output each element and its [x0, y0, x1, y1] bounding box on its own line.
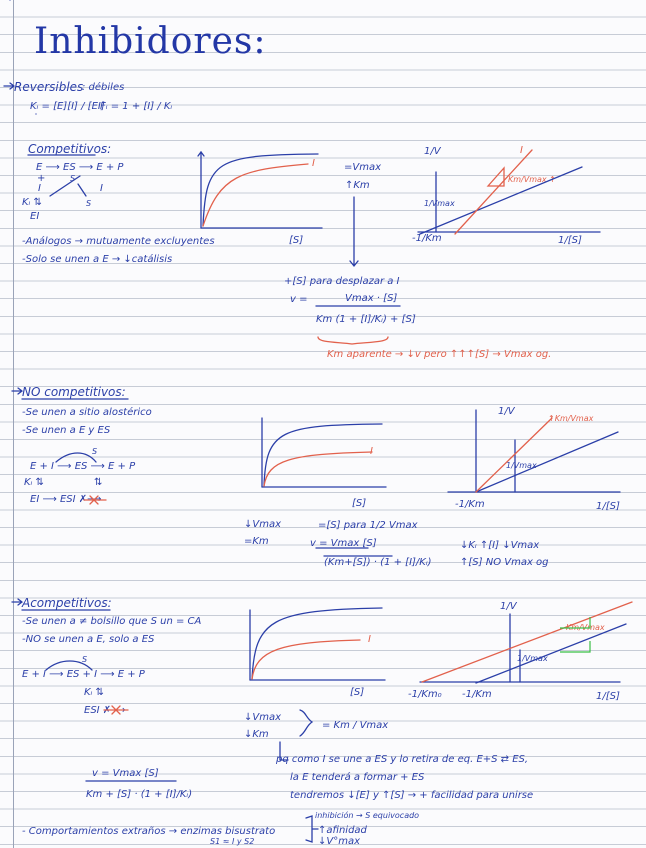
reversibles-subtitle: : débiles [82, 82, 125, 93]
comp-km-apparent: Km aparente → ↓v pero ↑↑↑[S] → Vmax og. [327, 349, 552, 360]
nocomp-lb-y-label: 1/V [498, 406, 515, 417]
nocomp-effect-v: v = Vmax [S] [310, 538, 377, 549]
acomp-lb-line-inhibitor [422, 602, 632, 682]
acomp-lb-y-label: 1/V [500, 601, 517, 612]
nocomp-effect-den: (Km+[S]) · (1 + [I]/Kᵢ) [324, 557, 432, 568]
comportamientos-outcome-3: ↓V°max [318, 836, 361, 847]
acomp-slope-triangle-lower [560, 641, 590, 652]
acomp-lb-yint-label: 1/Vmax [517, 654, 548, 663]
acomp-lb-x-label: 1/[S] [596, 691, 620, 702]
comp-eq-intro: +[S] para desplazar a I [284, 276, 400, 287]
comp-mm-curve-inhibitor [203, 164, 308, 226]
nocomp-note-1: -Se unen a sitio alostérico [22, 407, 152, 418]
comp-lb-yint-label: 1/Vmax [424, 199, 455, 208]
comportamientos-label: - Comportamientos extraños → enzimas bisustrato [22, 826, 276, 837]
comp-scheme-arrow [50, 176, 80, 196]
nocomp-scheme-line2: EI ⟶ ESI ✗⟶ [30, 494, 102, 505]
acomp-no-reaction-cross-icon [104, 706, 128, 714]
fi-formula: Fᵢ = 1 + [I] / Kᵢ [100, 101, 173, 112]
comp-eq-num: Vmax · [S] [345, 293, 398, 304]
acomp-note-1: -Se unen a ≠ bolsillo que S un = CA [22, 616, 202, 627]
acomp-scheme-line2: ESI ✗⟶ [84, 705, 126, 716]
nocomp-lb-line-inhibitor [476, 418, 552, 492]
acomp-effect-ratio: = Km / Vmax [322, 720, 389, 731]
comp-eq-den: Km (1 + [I]/Kᵢ) + [S] [316, 314, 416, 325]
nocomp-lb-yint-label: 1/Vmax [506, 461, 537, 470]
comp-lb-xint-label: -1/Km [412, 233, 442, 244]
acomp-eq-v: v = Vmax [S] [92, 768, 159, 779]
comp-effect-vmax: =Vmax [344, 162, 382, 173]
comportamientos-outcome-1: inhibición → S equivocado [315, 811, 420, 820]
reversibles-heading: Reversibles [14, 80, 84, 94]
acomp-slope-triangle-upper [560, 617, 590, 628]
acomp-lb-xint1-label: -1/Km₀ [408, 689, 442, 700]
comp-scheme-line1: E ⟶ ES ⟶ E + P [36, 162, 124, 173]
acomp-eq-den: Km + [S] · (1 + [I]/Kᵢ) [86, 789, 193, 800]
nocomp-scheme-s: S [92, 447, 98, 456]
comp-effect-km: ↑Km [345, 180, 370, 191]
nocomp-effect-vmax: ↓Vmax [244, 519, 282, 530]
comp-scheme-ei: EI [30, 211, 40, 222]
comp-mm-xaxis-label: [S] [289, 235, 304, 246]
comp-lb-line-no-inhibitor [420, 167, 582, 234]
comp-scheme-ki: Kᵢ ⇅ [22, 197, 42, 208]
ki-formula: Kᵢ = [E][I] / [EI] [30, 101, 105, 112]
comp-eq-v: v = [290, 294, 308, 305]
nocomp-scheme-eq2: ⇅ [94, 477, 103, 488]
acomp-scheme-ki: Kᵢ ⇅ [84, 687, 104, 698]
nocomp-note-2: -Se unen a E y ES [22, 425, 111, 436]
comp-lb-x-label: 1/[S] [558, 235, 582, 246]
acomp-explanation-1: pq como I se une a ES y lo retira de eq. E+S ⇄ ES, [276, 754, 529, 765]
acomp-effect-km: ↓Km [244, 729, 269, 740]
nocomp-no-reaction-cross-icon [84, 496, 106, 504]
nocomp-lb-x-label: 1/[S] [596, 501, 620, 512]
reversibles-arrow-icon [4, 83, 14, 89]
nocomp-mm-curve-inhibitor [264, 452, 372, 486]
comp-scheme-s-top: S [70, 174, 76, 183]
acomp-mm-axes [250, 610, 385, 680]
acomp-lb-slope-label: Km/Vmax [566, 623, 605, 632]
nocomp-lb-axes [448, 410, 620, 492]
nocomp-mm-xaxis-label: [S] [352, 498, 367, 509]
nocomp-lb-slope-label: ↑Km/Vmax [548, 414, 594, 423]
acompetitivos-heading: Acompetitivos: [22, 596, 112, 610]
no-competitivos-heading: NO competitivos: [22, 385, 126, 399]
comp-scheme-s-mid: S [86, 199, 92, 208]
comp-scheme-i: I [38, 183, 41, 194]
nocomp-mm-i-label: I [370, 446, 373, 457]
page-title: Inhibidores: [34, 21, 267, 62]
acomp-brace [300, 710, 312, 736]
acomp-mm-curve-no-inhibitor [252, 608, 382, 679]
comp-lb-i-label: I [520, 145, 523, 156]
comportamientos-outcome-2: ↑afinidad [318, 825, 367, 836]
comp-scheme-plus: + [37, 173, 46, 184]
comp-down-arrow-icon [350, 197, 358, 266]
comp-mm-axes [198, 152, 322, 228]
acomp-scheme-line1: E + I ⟶ ES + I ⟶ E + P [22, 669, 145, 680]
acomp-scheme-s: S [82, 655, 88, 664]
acomp-lb-xint2-label: -1/Km [462, 689, 492, 700]
acomp-effect-vmax: ↓Vmax [244, 712, 282, 723]
acomp-mm-i-label: I [368, 634, 371, 645]
acomp-explanation-2: la E tenderá a formar + ES [290, 772, 425, 783]
nocomp-effect-s: ↑[S] NO Vmax og [460, 557, 549, 568]
comp-scheme-i-right: I [100, 183, 103, 194]
comp-eq-underbrace [318, 337, 388, 344]
nocomp-effect-km: =Km [244, 536, 269, 547]
comp-note-2: -Solo se unen a E → ↓catálisis [22, 254, 173, 265]
comportamientos-sub: S1 ≈ I y S2 [210, 837, 255, 846]
nocomp-scheme-ki: Kᵢ ⇅ [24, 477, 44, 488]
nocomp-lb-line-no-inhibitor [476, 432, 618, 492]
acomp-note-2: -NO se unen a E, solo a ES [22, 634, 155, 645]
nocomp-effect-ki: ↓Kᵢ ↑[I] ↓Vmax [460, 540, 540, 551]
competitivos-heading: Competitivos: [28, 142, 112, 156]
acomp-explanation-3: tendremos ↓[E] y ↑[S] → + facilidad para unirse [290, 790, 534, 801]
acomp-mm-xaxis-label: [S] [350, 687, 365, 698]
nocomp-effect-half: =[S] para 1/2 Vmax [318, 520, 418, 531]
nocomp-lb-xint-label: -1/Km [455, 499, 485, 510]
comp-lb-y-label: 1/V [424, 146, 441, 157]
comp-note-1: -Análogos → mutuamente excluyentes [22, 236, 215, 247]
nocomp-scheme-line1: E + I ⟶ ES ⟶ E + P [30, 461, 136, 472]
acomp-mm-curve-inhibitor [252, 640, 360, 679]
comp-mm-i-label: I [312, 158, 315, 169]
comp-lb-slope-label: Km/Vmax ↑ [508, 175, 556, 184]
